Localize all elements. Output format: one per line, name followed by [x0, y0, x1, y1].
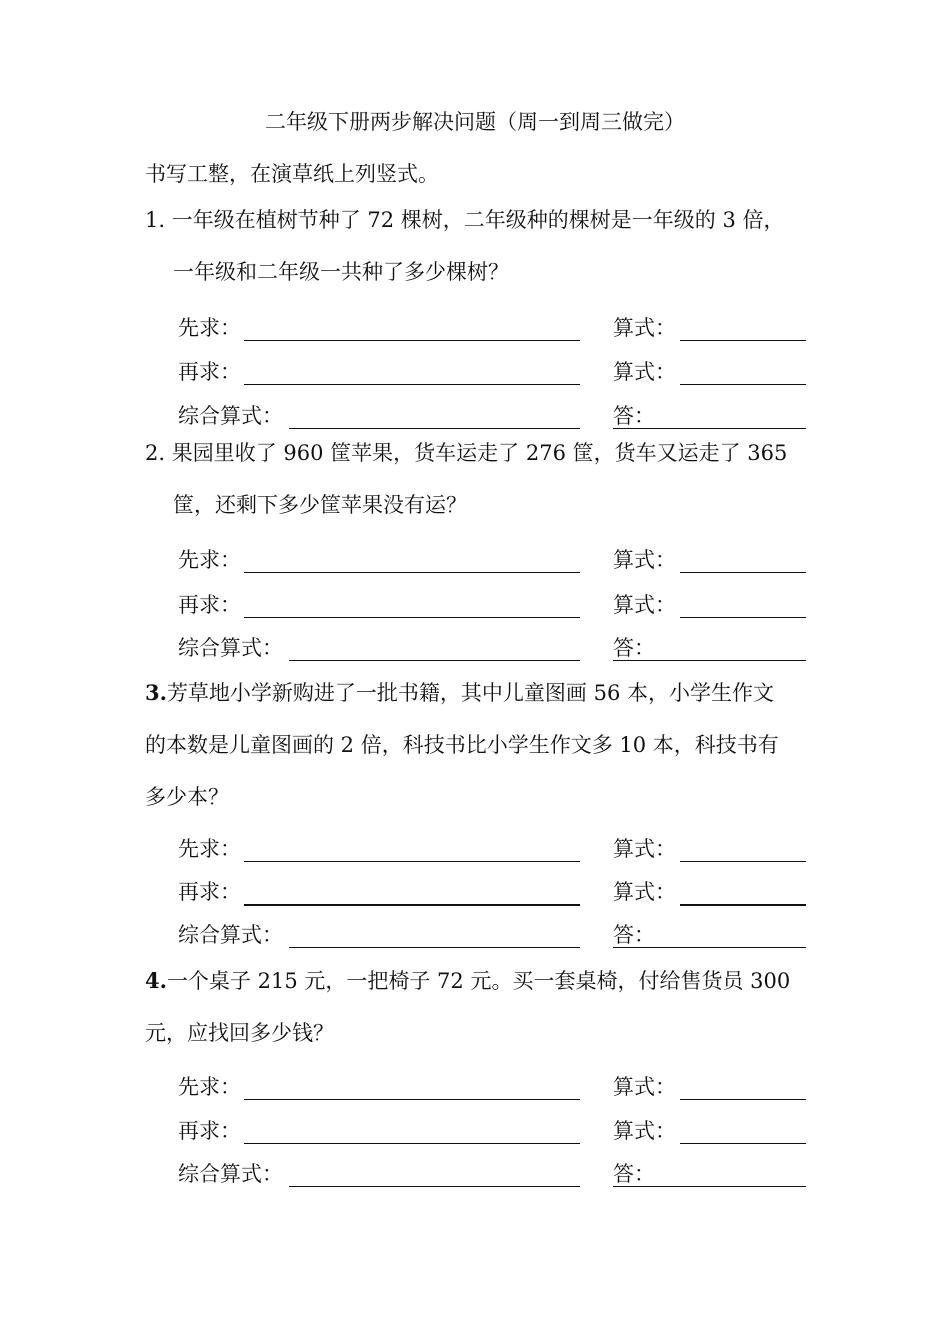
second-step-label: 再求：	[178, 1119, 241, 1143]
formula-blank[interactable]	[680, 340, 806, 341]
answer-row-combined	[178, 632, 810, 662]
answer-label: 答：	[613, 404, 655, 428]
second-step-label: 再求：	[178, 360, 241, 384]
first-step-label: 先求：	[178, 837, 241, 861]
question-text: 芳草地小学新购进了一批书籍，其中儿童图画 56 本，小学生作文	[166, 681, 775, 705]
formula-label: 算式：	[613, 1119, 676, 1143]
answer-label: 答：	[613, 636, 655, 660]
first-step-blank[interactable]	[244, 572, 580, 573]
first-step-blank[interactable]	[244, 340, 580, 341]
first-step-label: 先求：	[178, 1075, 241, 1099]
question-3-line-3: 多少本？	[145, 785, 229, 809]
question-2-line-2: 筐，还剩下多少筐苹果没有运？	[173, 493, 467, 517]
combined-formula-blank[interactable]	[289, 947, 580, 948]
answer-blank[interactable]	[613, 660, 806, 661]
formula-label: 算式：	[613, 593, 676, 617]
answer-row-first	[178, 833, 810, 863]
question-1-line-2: 一年级和二年级一共种了多少棵树？	[173, 260, 509, 284]
second-step-label: 再求：	[178, 593, 241, 617]
answer-row-combined	[178, 919, 810, 949]
combined-formula-blank[interactable]	[289, 1186, 580, 1187]
answer-row-second	[178, 589, 810, 619]
question-1-line-1	[145, 194, 810, 246]
formula-blank[interactable]	[680, 617, 806, 618]
answer-row-second	[178, 1115, 810, 1145]
question-text: 一个桌子 215 元，一把椅子 72 元。买一套桌椅，付给售货员 300	[166, 969, 791, 993]
second-step-blank[interactable]	[244, 1143, 580, 1144]
formula-label: 算式：	[613, 316, 676, 340]
answer-label: 答：	[613, 1162, 655, 1186]
formula-blank[interactable]	[680, 572, 806, 573]
question-text: 果园里收了 960 筐苹果，货车运走了 276 筐，货车又运走了 365	[171, 441, 788, 465]
answer-row-combined	[178, 400, 810, 430]
formula-label: 算式：	[613, 548, 676, 572]
question-3-line-1	[145, 667, 810, 719]
formula-blank[interactable]	[680, 904, 806, 906]
second-step-label: 再求：	[178, 880, 241, 904]
answer-label: 答：	[613, 923, 655, 947]
formula-label: 算式：	[613, 880, 676, 904]
answer-blank[interactable]	[613, 1186, 806, 1187]
question-4-line-1	[145, 955, 810, 1007]
answer-row-first	[178, 1071, 810, 1101]
question-4-line-2: 元，应找回多少钱？	[145, 1021, 334, 1045]
question-number: 1.	[145, 208, 166, 232]
first-step-label: 先求：	[178, 316, 241, 340]
first-step-blank[interactable]	[244, 1099, 580, 1100]
answer-row-combined	[178, 1158, 810, 1188]
second-step-blank[interactable]	[244, 904, 580, 906]
question-2	[145, 427, 810, 531]
formula-label: 算式：	[613, 837, 676, 861]
formula-blank[interactable]	[680, 384, 806, 385]
first-step-label: 先求：	[178, 548, 241, 572]
formula-blank[interactable]	[680, 1099, 806, 1100]
formula-label: 算式：	[613, 360, 676, 384]
second-step-blank[interactable]	[244, 617, 580, 618]
answer-row-first	[178, 312, 810, 342]
combined-formula-label: 综合算式：	[178, 404, 283, 428]
instruction-text: 书写工整，在演草纸上列竖式。	[145, 162, 439, 186]
formula-blank[interactable]	[680, 861, 806, 862]
first-step-blank[interactable]	[244, 861, 580, 862]
answer-row-second	[178, 876, 810, 906]
combined-formula-blank[interactable]	[289, 660, 580, 661]
question-text: 一年级在植树节种了 72 棵树，二年级种的棵树是一年级的 3 倍，	[171, 208, 785, 232]
question-number: 4.	[145, 968, 167, 993]
answer-row-first	[178, 544, 810, 574]
combined-formula-label: 综合算式：	[178, 1162, 283, 1186]
combined-formula-label: 综合算式：	[178, 923, 283, 947]
question-1	[145, 194, 810, 298]
question-3-line-2: 的本数是儿童图画的 2 倍，科技书比小学生作文多 10 本，科技书有	[145, 733, 779, 757]
question-2-line-1	[145, 427, 810, 479]
formula-blank[interactable]	[680, 1143, 806, 1144]
worksheet-title: 二年级下册两步解决问题（周一到周三做完）	[265, 110, 685, 134]
formula-label: 算式：	[613, 1075, 676, 1099]
answer-row-second	[178, 356, 810, 386]
combined-formula-label: 综合算式：	[178, 636, 283, 660]
answer-blank[interactable]	[613, 947, 806, 948]
question-number: 3.	[145, 680, 167, 705]
question-4	[145, 955, 810, 1059]
second-step-blank[interactable]	[244, 384, 580, 385]
question-number: 2.	[145, 441, 166, 465]
question-3	[145, 667, 810, 823]
